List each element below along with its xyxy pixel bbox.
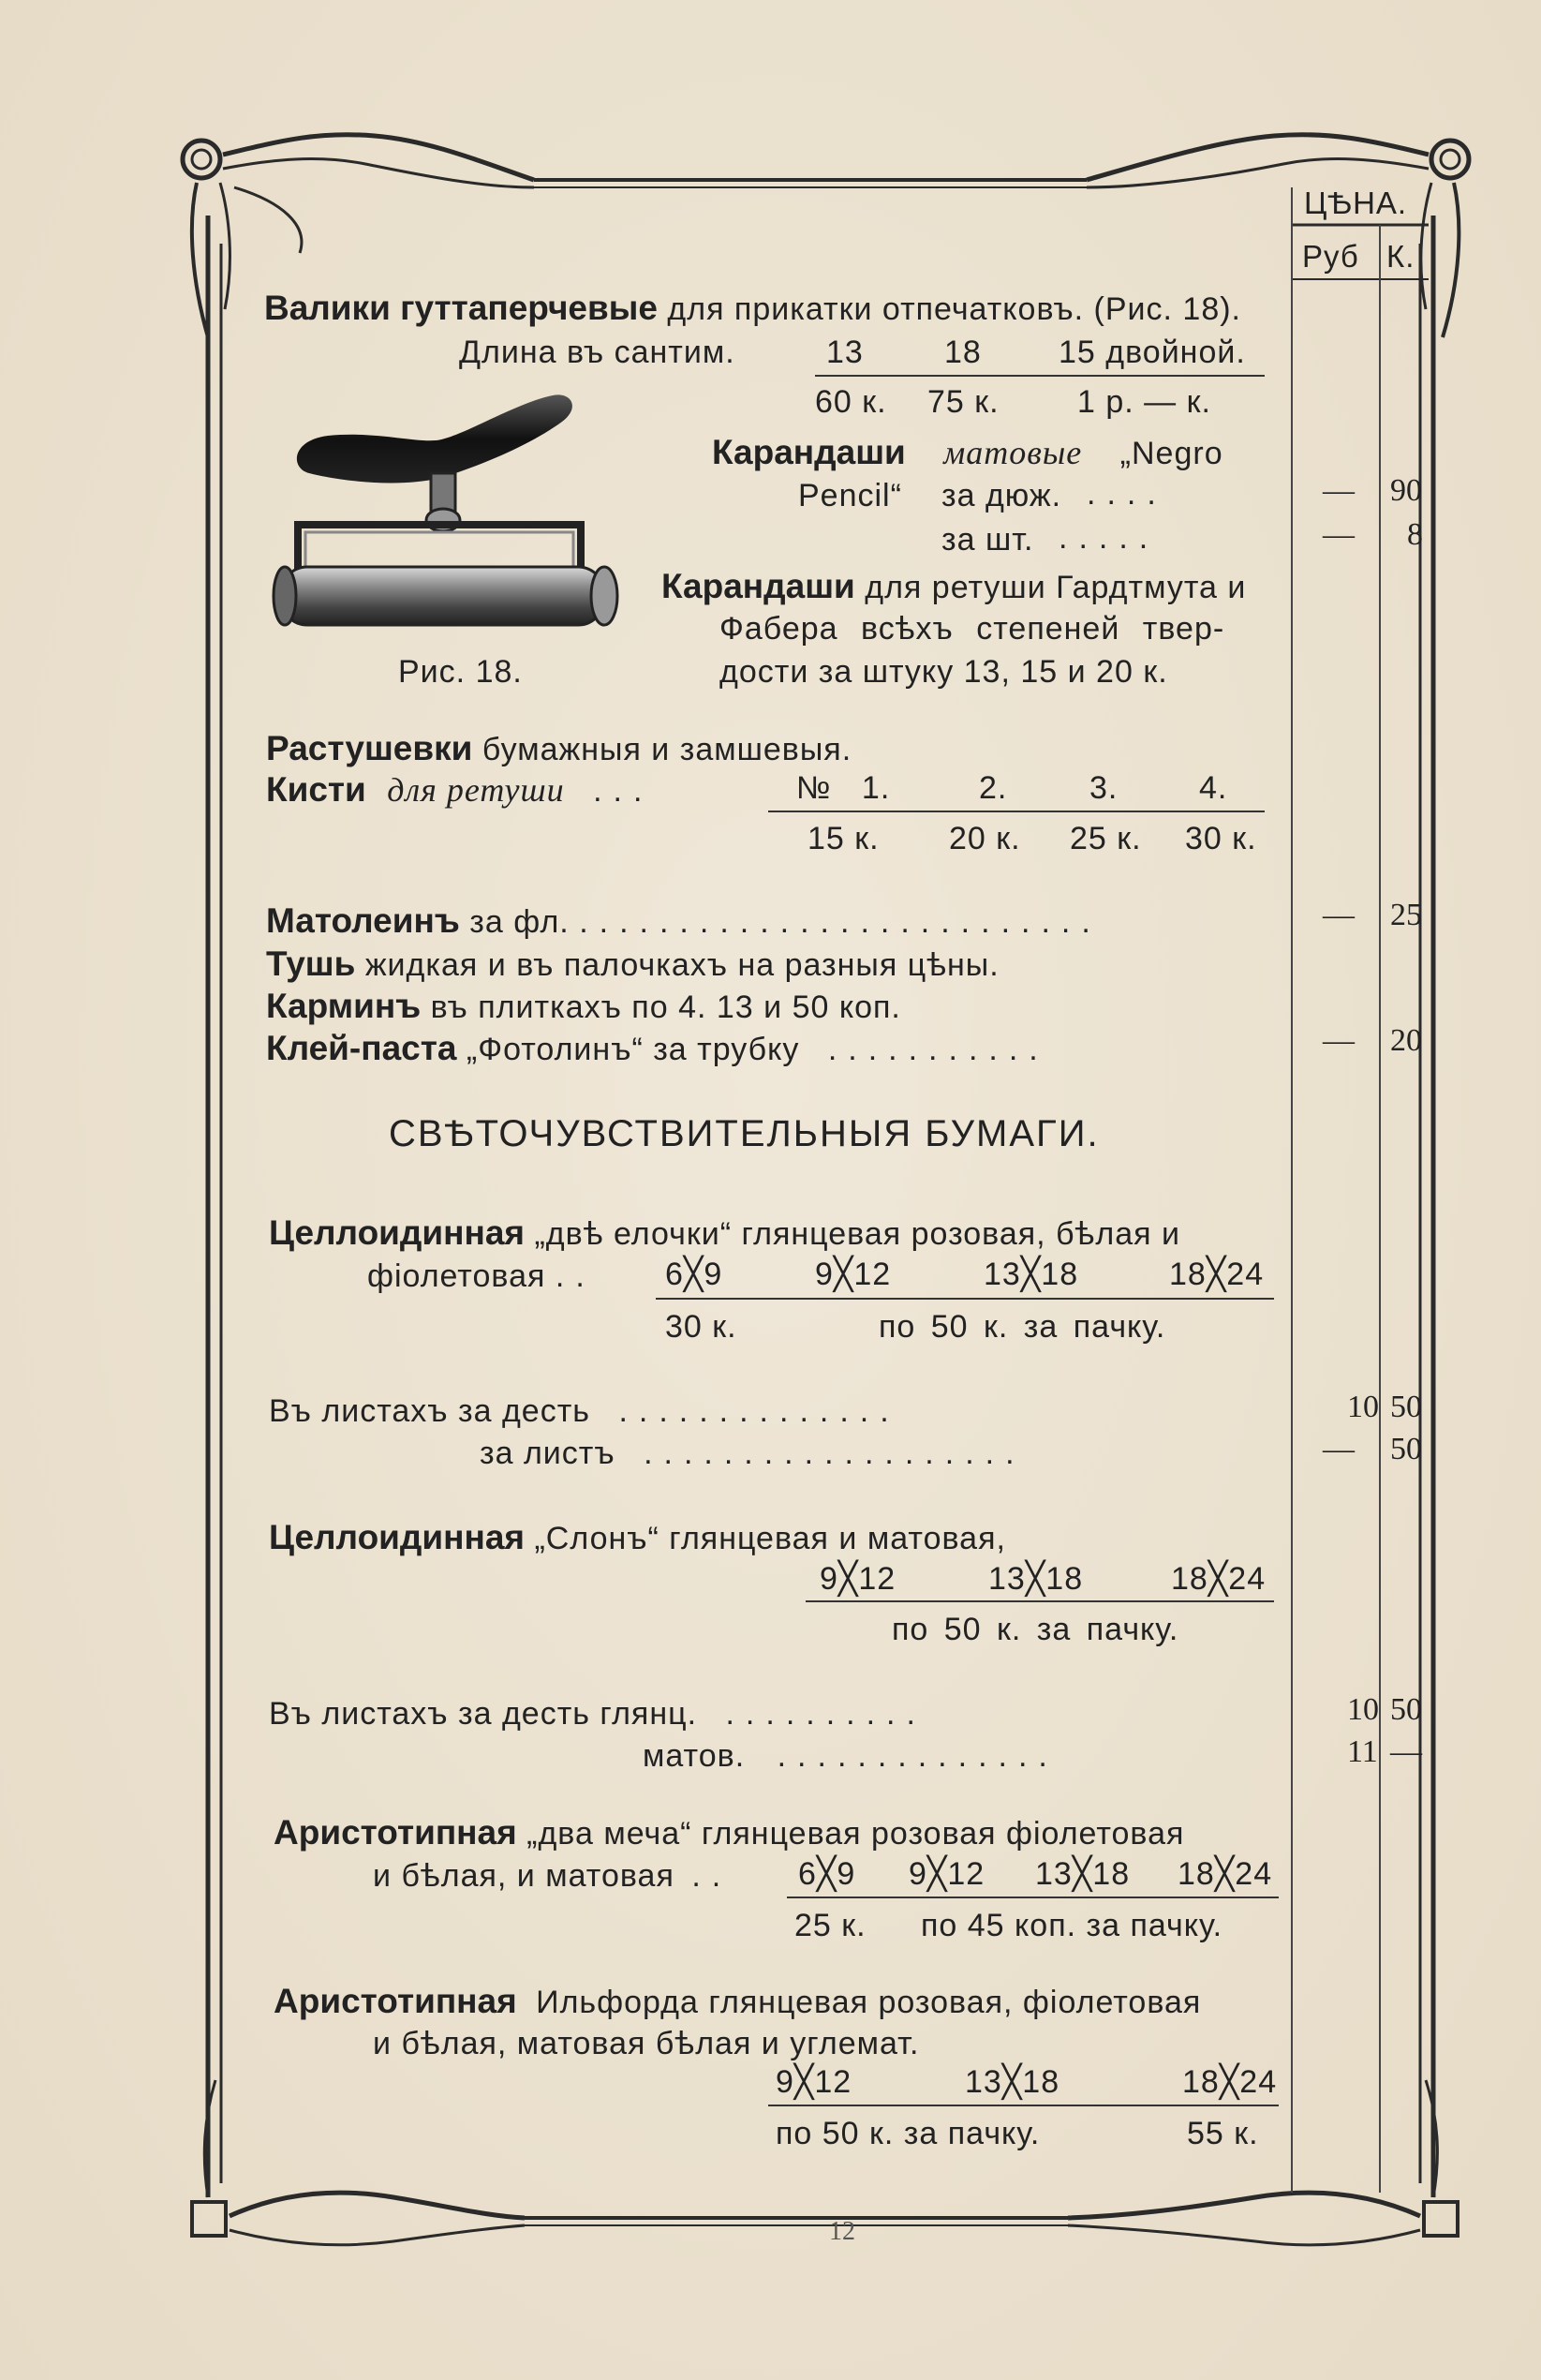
- celloid1-list-rub: —: [1323, 1432, 1355, 1466]
- aristo2-desc: Ильфорда глянцевая розовая, фіолетовая: [536, 1985, 1202, 2020]
- celloid2-mat-kop: —: [1390, 1734, 1422, 1769]
- celloid1-line2: [367, 1258, 596, 1295]
- kisti-price-4: 30 к.: [1185, 821, 1257, 856]
- celloid1-price-left: 30 к.: [665, 1309, 737, 1345]
- celloid1-sheets-dots: ..............: [618, 1393, 900, 1429]
- aristo1-line2: [373, 1858, 732, 1895]
- karandashi-per-dozen: за дюж.: [941, 478, 1062, 513]
- karandashi-piece-kop: 8: [1407, 517, 1423, 552]
- celloid2-size-3: 18╳24: [1171, 1561, 1267, 1597]
- matolein-desc: за фл.: [469, 904, 570, 940]
- aristo2-line2: и бѣлая, матовая бѣлая и углемат.: [373, 2026, 920, 2061]
- celloid1-dest-rub: 10: [1347, 1390, 1379, 1424]
- valiki-price-2: 75 к.: [927, 384, 1000, 420]
- celloid2-mat-row: [643, 1738, 1059, 1775]
- valiki-entry: [264, 289, 1241, 328]
- aristo1-line2-text: и бѣлая, и матовая: [373, 1858, 674, 1894]
- celloid2-gl-rub: 10: [1347, 1692, 1379, 1727]
- karandashi-brand-2: Pencil“: [798, 478, 902, 513]
- rastushevki-name: Растушевки: [266, 729, 473, 767]
- celloid1-name: Целлоидинная: [269, 1213, 526, 1252]
- valiki-size-3: 15 двойной.: [1059, 335, 1246, 370]
- celloid1-sheet-label: за листъ: [480, 1435, 615, 1471]
- valiki-length-label: Длина въ сантим.: [459, 335, 735, 370]
- tush-name: Тушь: [266, 945, 356, 983]
- kisti-rule: [768, 811, 1265, 812]
- celloid2-name: Целлоидинная: [269, 1518, 526, 1556]
- matolein-name: Матолеинъ: [266, 901, 460, 940]
- aristo1-rule: [787, 1897, 1279, 1898]
- klei-desc: „Фотолинъ“ за трубку: [466, 1032, 800, 1067]
- aristo2-size-1: 9╳12: [776, 2064, 852, 2100]
- matolein-entry: [266, 901, 1102, 941]
- kisti-number-3: 3.: [1089, 770, 1119, 806]
- celloid2-sheets-label: Въ листахъ за десть глянц.: [269, 1696, 698, 1732]
- rastushevki-desc: бумажныя и замшевыя.: [482, 732, 852, 767]
- celloid1-rule: [656, 1298, 1274, 1300]
- celloid1-list-kop: 50: [1390, 1432, 1422, 1466]
- aristo1-line1: [274, 1813, 1184, 1852]
- karandashi-retouch-line2: Фабера всѣхъ степеней твер-: [719, 611, 1225, 647]
- klei-kop: 20: [1390, 1023, 1422, 1058]
- celloid2-mat-dots: ..............: [777, 1738, 1059, 1774]
- aristo1-size-3: 13╳18: [1035, 1856, 1131, 1892]
- tush-entry: [266, 945, 1000, 984]
- karandashi-piece-rub: —: [1323, 517, 1355, 552]
- klei-rub: —: [1323, 1023, 1355, 1058]
- aristo2-name: Аристотипная: [274, 1982, 517, 2020]
- aristo2-rule: [768, 2105, 1279, 2106]
- celloid1-line2-dots: ..: [555, 1258, 596, 1294]
- karmin-name: Карминъ: [266, 987, 422, 1025]
- celloid2-gl-dots: ..........: [725, 1696, 926, 1732]
- karandashi-dozen-dots: ....: [1087, 476, 1167, 512]
- kisti-dots: ...: [593, 773, 654, 809]
- valiki-price-1: 60 к.: [815, 384, 887, 420]
- karandashi-retouch-name: Карандаши: [661, 567, 855, 605]
- klei-dots: ...........: [827, 1032, 1049, 1067]
- celloid1-size-4: 18╳24: [1169, 1257, 1265, 1292]
- celloid1-dest-kop: 50: [1390, 1390, 1422, 1424]
- price-header: ЦѢНА.: [1304, 186, 1408, 220]
- valiki-desc: для прикатки отпечатковъ. (Рис. 18).: [667, 291, 1241, 327]
- celloid1-sheets-label: Въ листахъ за десть: [269, 1393, 590, 1429]
- karandashi-piece-dots: .....: [1059, 520, 1160, 556]
- aristo1-size-4: 18╳24: [1178, 1856, 1273, 1892]
- karandashi-dozen-kop: 90: [1390, 473, 1422, 508]
- karmin-entry: [266, 987, 901, 1026]
- celloid1-sheet-dots: ...................: [644, 1435, 1026, 1471]
- aristo1-size-2: 9╳12: [909, 1856, 985, 1892]
- matolein-kop: 25: [1390, 898, 1422, 932]
- aristo2-price-right: 55 к.: [1187, 2116, 1259, 2151]
- rub-header: Руб: [1302, 239, 1359, 274]
- celloid1-size-3: 13╳18: [984, 1257, 1079, 1292]
- karandashi-per-piece: за шт.: [941, 522, 1034, 558]
- karandashi-retouch-line1: [661, 567, 1246, 606]
- celloid1-size-2: 9╳12: [815, 1257, 892, 1292]
- tush-desc: жидкая и въ палочкахъ на разныя цѣны.: [364, 947, 1000, 983]
- section-title: СВѢТОЧУВСТВИТЕЛЬНЫЯ БУМАГИ.: [389, 1113, 1100, 1154]
- karandashi-matte-name: Карандаши: [712, 433, 906, 471]
- valiki-name: Валики гуттаперчевые: [264, 289, 658, 327]
- karandashi-brand: „Negro: [1119, 436, 1223, 471]
- aristo1-name: Аристотипная: [274, 1813, 517, 1852]
- figure-caption: Рис. 18.: [398, 654, 523, 690]
- celloid1-price-right: по 50 к. за пачку.: [879, 1309, 1166, 1345]
- karandashi-retouch-desc: для ретуши Гардтмута и: [865, 570, 1247, 605]
- karandashi-dozen-rub: —: [1323, 473, 1355, 508]
- valiki-size-2: 18: [944, 335, 982, 370]
- valiki-price-3: 1 р. — к.: [1077, 384, 1211, 420]
- celloid2-line1: [269, 1518, 1006, 1557]
- celloid2-mat-label: матов.: [643, 1738, 746, 1774]
- price-column-left-border: [1291, 187, 1293, 2193]
- aristo1-size-1: 6╳9: [798, 1856, 856, 1892]
- celloid2-gl-kop: 50: [1390, 1692, 1422, 1727]
- kisti-price-2: 20 к.: [949, 821, 1021, 856]
- karandashi-matte-style: матовые: [943, 434, 1083, 471]
- klei-entry: [266, 1029, 1049, 1068]
- rastushevki-entry: [266, 729, 852, 768]
- kisti-number-1: № 1.: [796, 770, 891, 806]
- price-column-divider: [1379, 225, 1381, 2193]
- aristo1-line2-dots: ..: [691, 1858, 733, 1894]
- kisti-price-1: 15 к.: [808, 821, 880, 856]
- celloid2-rule: [806, 1600, 1274, 1602]
- celloid2-gl-row: [269, 1696, 926, 1733]
- kisti-name: Кисти: [266, 770, 366, 809]
- valiki-size-1: 13: [826, 335, 864, 370]
- karandashi-retouch-line3: дости за штуку 13, 15 и 20 к.: [719, 654, 1168, 690]
- aristo1-price-left: 25 к.: [794, 1908, 867, 1943]
- kop-header: К.: [1386, 239, 1415, 274]
- celloid1-sheet-row: [480, 1435, 1026, 1472]
- aristo2-size-2: 13╳18: [965, 2064, 1060, 2100]
- celloid1-sheets-row: [269, 1393, 900, 1430]
- kisti-number-4: 4.: [1199, 770, 1228, 806]
- celloid1-line2-text: фіолетовая: [367, 1258, 546, 1294]
- kisti-desc: для ретуши: [387, 771, 565, 809]
- aristo2-price-left: по 50 к. за пачку.: [776, 2116, 1041, 2151]
- aristo2-line1: [274, 1982, 1201, 2021]
- matolein-rub: —: [1323, 898, 1355, 932]
- celloid1-desc: „двѣ елочки“ глянцевая розовая, бѣлая и: [534, 1216, 1180, 1252]
- karandashi-matte-line1: [712, 433, 1223, 472]
- aristo1-desc: „два меча“ глянцевая розовая фіолетовая: [526, 1816, 1185, 1852]
- celloid2-price: по 50 к. за пачку.: [892, 1612, 1179, 1647]
- kisti-number-2: 2.: [979, 770, 1008, 806]
- celloid1-line1: [269, 1213, 1180, 1253]
- celloid1-size-1: 6╳9: [665, 1257, 723, 1292]
- celloid2-size-2: 13╳18: [988, 1561, 1084, 1597]
- page-number: 12: [829, 2217, 855, 2246]
- valiki-rule: [815, 375, 1265, 377]
- matolein-dots: ..........................: [579, 904, 1102, 940]
- karmin-desc: въ плиткахъ по 4. 13 и 50 коп.: [430, 989, 901, 1025]
- aristo2-size-3: 18╳24: [1182, 2064, 1278, 2100]
- celloid2-size-1: 9╳12: [820, 1561, 896, 1597]
- celloid2-mat-rub: 11: [1347, 1734, 1378, 1769]
- celloid2-desc: „Слонъ“ глянцевая и матовая,: [534, 1521, 1006, 1556]
- roller-illustration: [272, 384, 646, 656]
- kisti-price-3: 25 к.: [1070, 821, 1142, 856]
- aristo1-price-right: по 45 коп. за пачку.: [921, 1908, 1223, 1943]
- kisti-entry: [266, 770, 653, 810]
- klei-name: Клей-паста: [266, 1029, 457, 1067]
